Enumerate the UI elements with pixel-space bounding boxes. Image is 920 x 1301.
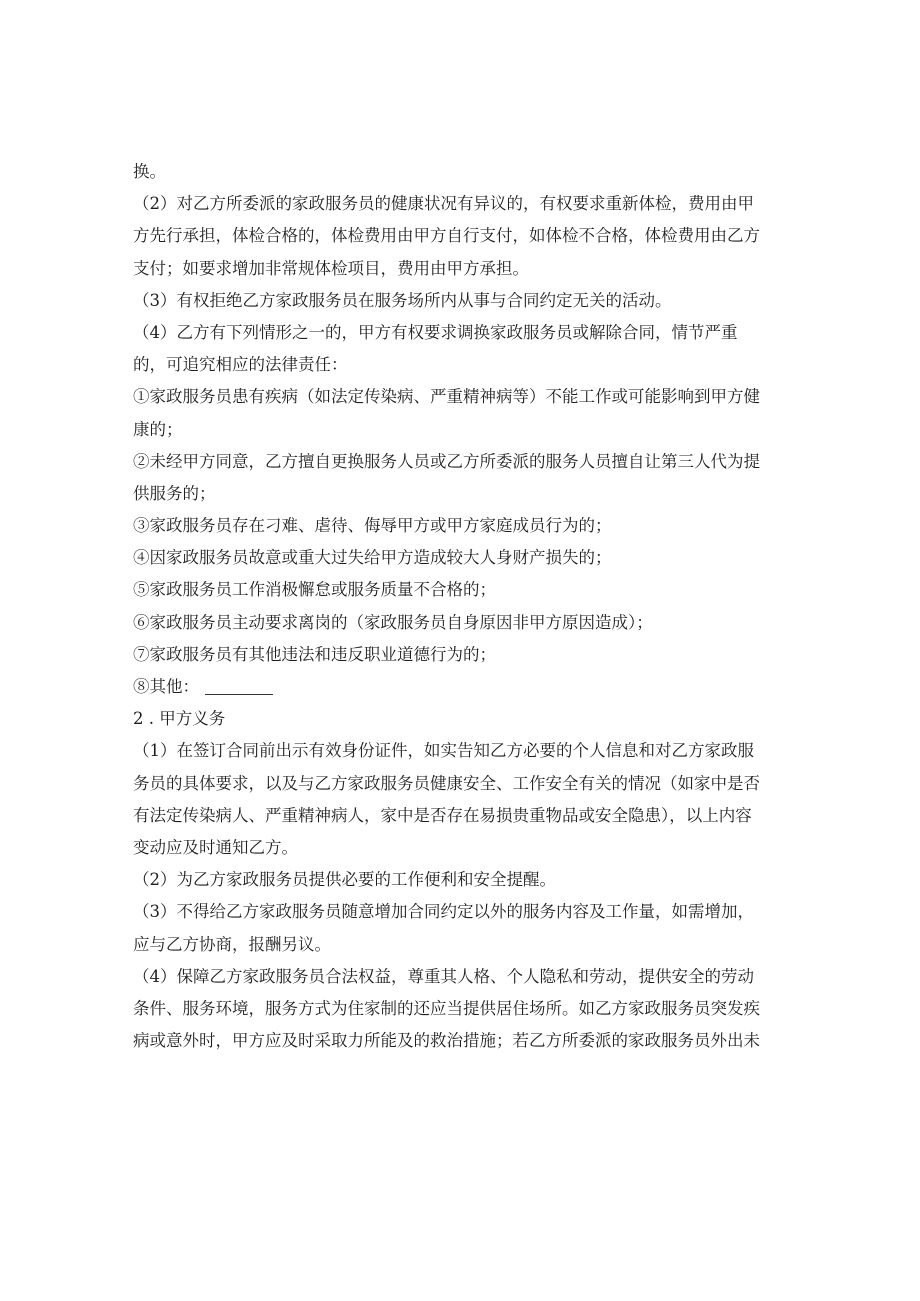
text-line: 的，可追究相应的法律责任：: [133, 355, 348, 375]
text-line: 方先行承担，体检合格的，体检费用由甲方自行支付，如体检不合格，体检费用由乙方: [133, 226, 760, 246]
text-line: ⑥家政服务员主动要求离岗的（家政服务员自身原因非甲方原因造成）；: [133, 612, 653, 632]
text-line: 病或意外时，甲方应及时采取力所能及的救治措施；若乙方所委派的家政服务员外出未: [133, 1031, 760, 1051]
other-item-label: ⑧其他：: [133, 677, 199, 696]
text-line: 供服务的；: [133, 483, 216, 503]
text-line: ①家政服务员患有疾病（如法定传染病、严重精神病等）不能工作或可能影响到甲方健: [133, 387, 760, 407]
text-line: ②未经甲方同意，乙方擅自更换服务人员或乙方所委派的服务人员擅自让第三人代为提: [133, 451, 760, 471]
text-line: （2）对乙方所委派的家政服务员的健康状况有异议的，有权要求重新体检，费用由甲: [133, 194, 754, 214]
text-line: （3）不得给乙方家政服务员随意增加合同约定以外的服务内容及工作量，如需增加，: [133, 902, 754, 922]
text-line: （3）有权拒绝乙方家政服务员在服务场所内从事与合同约定无关的活动。: [133, 290, 672, 310]
text-line: 支付；如要求增加非常规体检项目，费用由甲方承担。: [133, 258, 529, 278]
text-line: ⑦家政服务员有其他违法和违反职业道德行为的；: [133, 644, 496, 664]
text-line: 换。: [133, 162, 166, 181]
text-line: 康的；: [133, 419, 183, 439]
text-line: （1）在签订合同前出示有效身份证件，如实告知乙方必要的个人信息和对乙方家政服: [133, 741, 754, 761]
document-body: [133, 156, 788, 1057]
text-line: ⑤家政服务员工作消极懈怠或服务质量不合格的；: [133, 580, 496, 600]
fill-in-blank: [205, 693, 273, 695]
text-line: （4）保障乙方家政服务员合法权益，尊重其人格、个人隐私和劳动，提供安全的劳动: [133, 966, 754, 986]
text-line: 务员的具体要求，以及与乙方家政服务员健康安全、工作安全有关的情况（如家中是否: [133, 773, 760, 793]
text-line: 应与乙方协商，报酬另议。: [133, 934, 331, 954]
other-item-line: [133, 671, 788, 703]
text-line: （2）为乙方家政服务员提供必要的工作便利和安全提醒。: [133, 870, 556, 890]
text-line: ③家政服务员存在刁难、虐待、侮辱甲方或甲方家庭成员行为的；: [133, 516, 612, 536]
text-line: 条件、服务环境，服务方式为住家制的还应当提供居住场所。如乙方家政服务员突发疾: [133, 998, 760, 1018]
text-line: 有法定传染病人、严重精神病人，家中是否存在易损贵重物品或安全隐患），以上内容: [133, 805, 752, 825]
text-line: ④因家政服务员故意或重大过失给甲方造成较大人身财产损失的；: [133, 548, 612, 568]
text-line: 变动应及时通知乙方。: [133, 837, 298, 857]
text-line: （4）乙方有下列情形之一的，甲方有权要求调换家政服务员或解除合同，情节严重: [133, 322, 738, 342]
section-heading: 2 . 甲方义务: [133, 709, 226, 729]
